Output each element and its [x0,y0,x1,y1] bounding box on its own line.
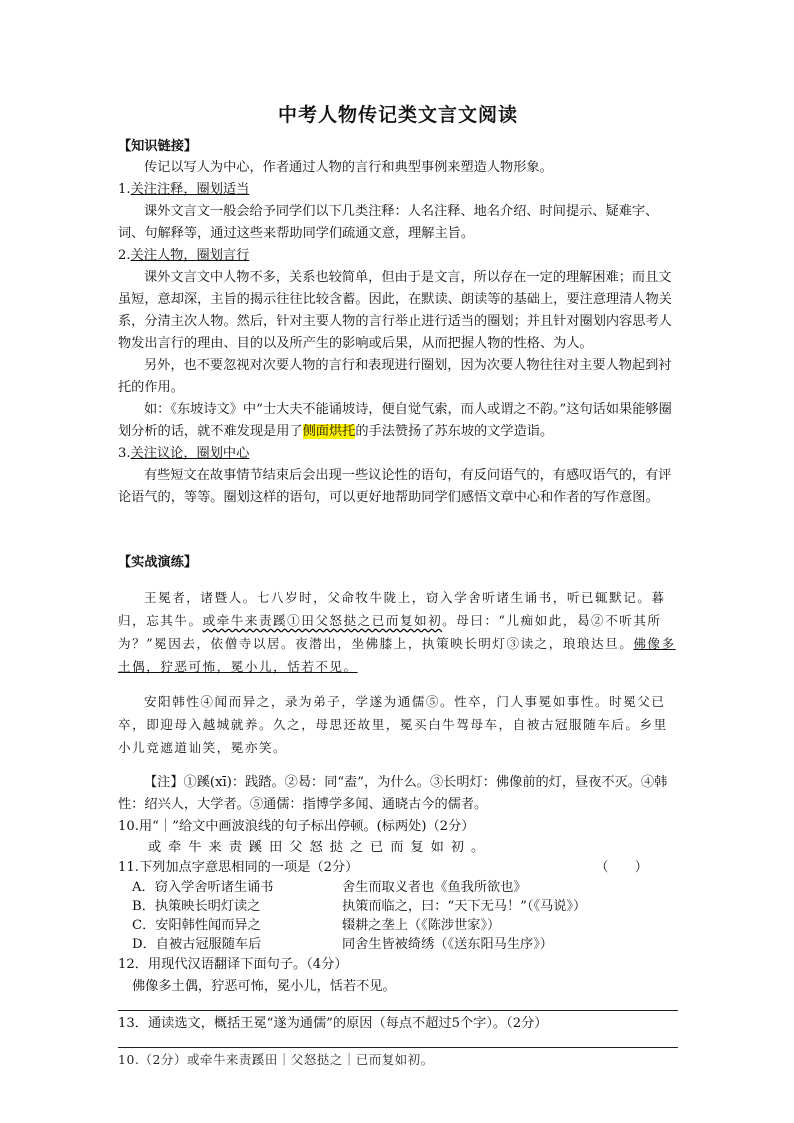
option-d [118,935,678,954]
subheading-1-number: 1. [118,182,131,197]
example-text-b: 的手法赞扬了苏东坡的文学造诣。 [355,424,554,439]
section-1-body: 课外文言文一般会给予同学们以下几类注释：人名注释、地名介绍、时间提示、疑难字、词、句解释等，通过这些来帮助同学们疏通文意，理解主旨。 [118,204,659,241]
answer-line [118,1047,678,1048]
answer-key: 10.（2分）或牵牛来责蹊田｜父怒挞之｜已而复如初。 [118,1051,434,1067]
option-c-right: 辍耕之垄上（《陈涉世家》） [342,917,501,933]
spacer [118,509,678,553]
subheading-2-title: 关注人物，圈划言行 [130,248,250,263]
section-3-body: 有些短文在故事情节结束后会出现一些议论性的语句，有反问语气的，有感叹语气的，有评论语气的，等等。圈划这样的语句，可以更好地帮助同学们感悟文章中心和作者的写作意图。 [118,468,672,505]
passage-1-underlined-sentence: 佛像多土偶，狞恶可怖，冕小儿，恬若不见。 [118,635,676,674]
passage-1-wavy-sentence: 或牵牛来责蹊①田父怒挞之已而复如初 [202,612,443,628]
question-11-text: 11.下列加点字意思相同的一项是（2分） [118,859,359,875]
subheading-3-title: 关注议论，圈划中心 [130,446,250,461]
section-2-example [118,399,678,443]
question-12-sentence: 佛像多土偶，狞恶可怖，冕小儿，恬若不见。 [132,978,396,994]
subheading-2 [118,245,678,267]
option-c-left: C．安阳韩性闻而异之 [132,917,261,933]
option-a [118,878,678,897]
option-b-right: 执策而临之，曰：“天下无马！”（《马说》） [342,898,587,914]
document-page [118,100,678,1082]
passage-1-text-b: 。母曰：“儿痴如此，曷②不听其所为？”冕因去，依僧寺以居。夜潜出，坐佛膝上，执策映长明灯③读之，琅琅达旦。 [118,612,662,651]
question-10-sentence: 或牵牛来责蹊田父怒挞之已而复如初。 [148,839,492,855]
answer-line [118,1010,678,1011]
highlighted-term: 侧面烘托 [302,424,356,439]
section-2-body-2: 另外，也不要忽视对次要人物的言行和表现进行圈划，因为次要人物往往对主要人物起到衬托的作用。 [118,358,672,395]
example-text-a: 如：《东坡诗文》中“士大夫不能诵坡诗，便自觉气索，而人或谓之不韵。”这句话如果能够圈划分析的话，就不难发现是用了 [118,402,672,439]
option-b-left: B．执策映长明灯读之 [132,898,261,914]
section-heading-knowledge: 【知识链接】 [118,139,198,154]
subheading-3 [118,443,678,465]
question-12: 12．用现代汉语翻译下面句子。（4分） [118,956,348,972]
section-heading-practice: 【实战演练】 [118,555,198,570]
intro-paragraph: 传记以写人为中心，作者通过人物的言行和典型事例来塑造人物形象。 [144,160,553,175]
option-a-left: A．窃入学舍听诸生诵书 [132,879,274,895]
question-10: 10.用“｜”给文中画波浪线的句子标出停顿。(标两处)（2分） [118,818,475,834]
question-11-answer-blank: （ ） [595,859,648,875]
question-11 [118,858,678,878]
notes: 【注】①蹊(xī)：践踏。②曷：同“盍”，为什么。③长明灯：佛像前的灯，昼夜不灭。④韩性：绍兴人，大学者。⑤通儒：指博学多闻、通晓古今的儒者。 [118,774,668,812]
passage-paragraph-2: 安阳韩性④闻而异之，录为弟子，学遂为通儒⑤。性卒，门人事冕如事性。时冕父已卒，即迎母入越城就养。久之，母思还故里，冕买白牛驾母车，自被古冠服随车后。乡里小儿竞遮道讪笑，冕亦笑。 [118,694,668,756]
option-a-right: 舍生而取义者也《鱼我所欲也》 [342,879,527,895]
subheading-1-title: 关注注释，圈划适当 [130,182,250,197]
passage-1-text-a: 王冕者，诸暨人。七八岁时，父命牧牛陇上，窃入学舍听诸生诵书，听已辄默记。暮归，忘其牛。 [118,589,666,628]
question-13: 13．通读选文，概括王冕“遂为通儒”的原因（每点不超过5个字）。（2分） [118,1015,548,1031]
option-b [118,897,678,916]
option-c [118,916,678,935]
passage-paragraph-1 [118,586,678,678]
option-d-left: D．自被古冠服随车后 [132,936,262,952]
page-title: 中考人物传记类文言文阅读 [277,104,518,126]
option-d-right: 同舍生皆被绮绣（《送东阳马生序》） [342,936,553,952]
section-2-body: 课外文言文中人物不多，关系也较简单，但由于是文言，所以存在一定的理解困难；而且文虽短，意却深，主旨的揭示往往比较含蓄。因此，在默读、朗读等的基础上，要注意理清人物关系，分清主次人物。然后，针对主要人物的言行举止进行适当的圈划；并且针对圈划内容思考人物发出言行的理由、目的以及所产生的影响或后果，从而把握人物的性格、为人。 [118,270,672,351]
subheading-1 [118,179,678,201]
subheading-3-number: 3. [118,446,131,461]
subheading-2-number: 2. [118,248,131,263]
